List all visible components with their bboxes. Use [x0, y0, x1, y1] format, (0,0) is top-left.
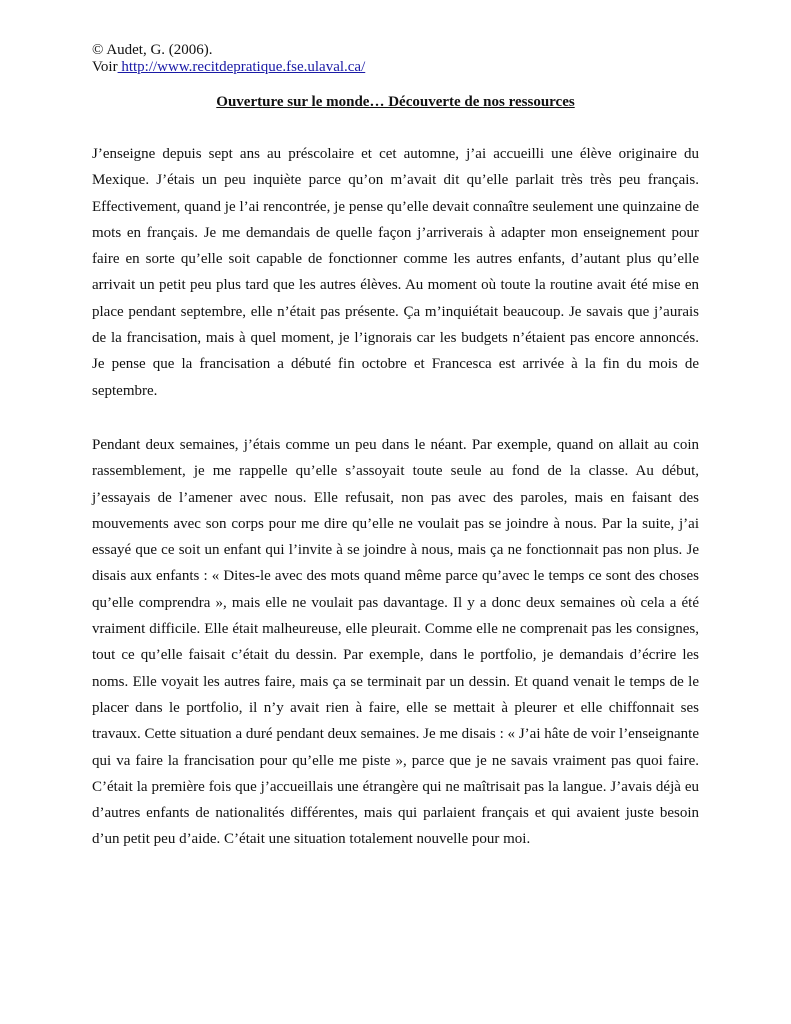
citation-header: [92, 42, 365, 76]
paragraph-2: Pendant deux semaines, j’étais comme un peu dans le néant. Par exemple, quand on allait au coin rassemblement, je me rappelle qu’elle s’assoyait toute seule au fond de la classe. Au début, j’essayais de l’amener avec nous. Elle refusait, non pas avec des paroles, mais en faisant des mouvements avec son corps pour me dire qu’elle ne voulait pas se joindre à nous. Par la suite, j’ai essayé que ce soit un enfant qui l’invite à se joindre à nous, mais ça ne fonctionnait pas non plus. Je disais aux enfants : « Dites-le avec des mots quand même parce qu’avec le temps ce sont des choses qu’elle comprendra », mais elle ne voulait pas davantage. Il y a donc deux semaines où cela a été vraiment difficile. Elle était malheureuse, elle pleurait. Comme elle ne comprenait pas les consignes, tout ce qu’elle faisait c’était du dessin. Par exemple, dans le portfolio, je demandais d’écrire les noms. Elle voyait les autres faire, mais ça se terminait par un dessin. Et quand venait le temps de le placer dans le portfolio, il n’y avait rien à faire, elle se mettait à pleurer et elle chiffonnait ses travaux. Cette situation a duré pendant deux semaines. Je me disais : « J’ai hâte de voir l’enseignante qui va faire la francisation pour qu’elle me piste », parce que je ne savais vraiment pas quoi faire. C’était la première fois que j’accueillais une étrangère qui ne maîtrisait pas la langue. J’avais déjà eu d’autres enfants de nationalités différentes, mais qui parlaient français et qui avaient juste besoin d’un petit peu d’aide. C’était une situation totalement nouvelle pour moi.: [92, 437, 699, 848]
voir-label: Voir: [92, 59, 118, 75]
source-line: [92, 59, 365, 76]
source-link[interactable]: http://www.recitdepratique.fse.ulaval.ca/: [117, 59, 366, 75]
citation-text: © Audet, G. (2006).: [92, 42, 213, 58]
document-title: Ouverture sur le monde… Découverte de nos ressources: [216, 94, 575, 110]
paragraph-1: J’enseigne depuis sept ans au préscolaire et cet automne, j’ai accueilli une élève originaire du Mexique. J’étais un peu inquiète parce qu’on m’avait dit qu’elle parlait très très peu français. Effectivement, quand je l’ai rencontrée, je pense qu’elle devait connaître seulement une quinzaine de mots en français. Je me demandais de quelle façon j’arriverais à adapter mon enseignement pour faire en sorte qu’elle soit capable de fonctionner comme les autres enfants, d’autant plus qu’elle arrivait un petit peu plus tard que les autres élèves. Au moment où toute la routine avait été mise en place pendant septembre, elle n’était pas présente. Ça m’inquiétait beaucoup. Je savais que j’aurais de la francisation, mais à quel moment, je l’ignorais car les budgets n’étaient pas encore annoncés. Je pense que la francisation a débuté fin octobre et Francesca est arrivée à la fin du mois de septembre.: [92, 146, 699, 399]
